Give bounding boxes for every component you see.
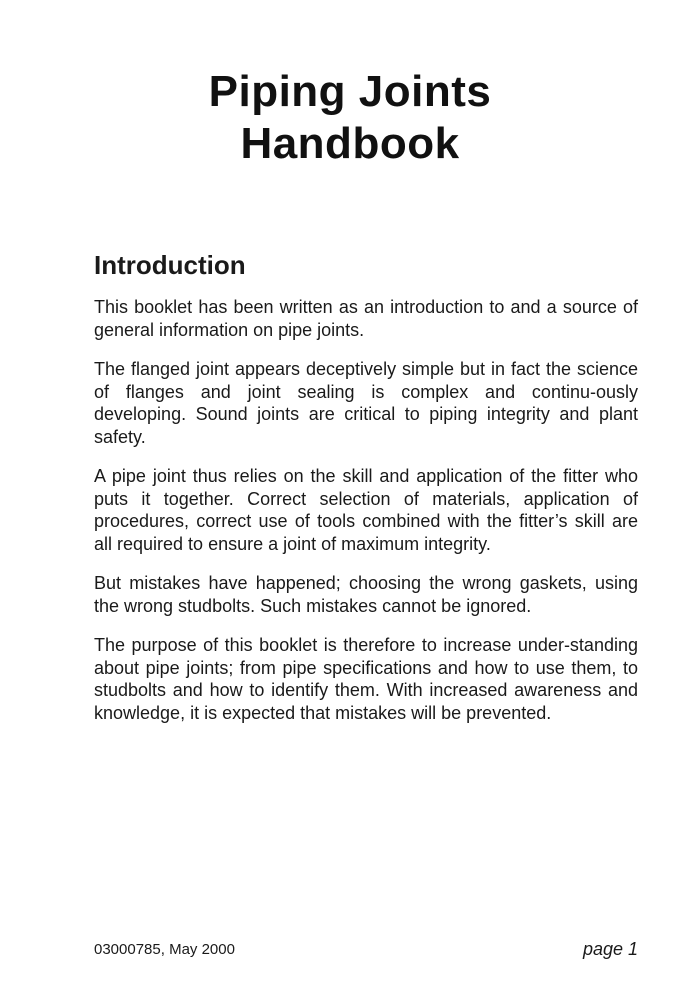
paragraph-4: But mistakes have happened; choosing the wrong gaskets, using the wrong studbolts. Such mistakes cannot be ignored. — [94, 573, 638, 616]
main-content — [94, 248, 638, 741]
paragraph-5: The purpose of this booklet is therefore to increase under-standing about pipe joints; from pipe specifications and how to use them, to studbolts and how to identify them. With increased awareness and knowledge, it is expected that mistakes will be prevented. — [94, 635, 638, 723]
footer-page-number: page 1 — [582, 939, 638, 959]
title-line-1: Piping Joints — [208, 67, 492, 116]
title-line-2: Handbook — [240, 119, 460, 168]
section-heading: Introduction — [94, 250, 246, 280]
footer-document-id: 03000785, May 2000 — [94, 941, 235, 958]
paragraph-3: A pipe joint thus relies on the skill and application of the fitter who puts it together. Correct selection of materials, application of procedures, correct use of tools combined with the fitter’s skill are all required to ensure a joint of maximum integrity. — [94, 466, 638, 554]
paragraph-1: This booklet has been written as an introduction to and a source of general information on pipe joints. — [94, 297, 638, 340]
paragraph-2: The flanged joint appears deceptively simple but in fact the science of flanges and joint sealing is complex and continu-ously developing. Sound joints are critical to piping integrity and plant safety. — [94, 359, 638, 447]
page-title — [0, 66, 700, 170]
